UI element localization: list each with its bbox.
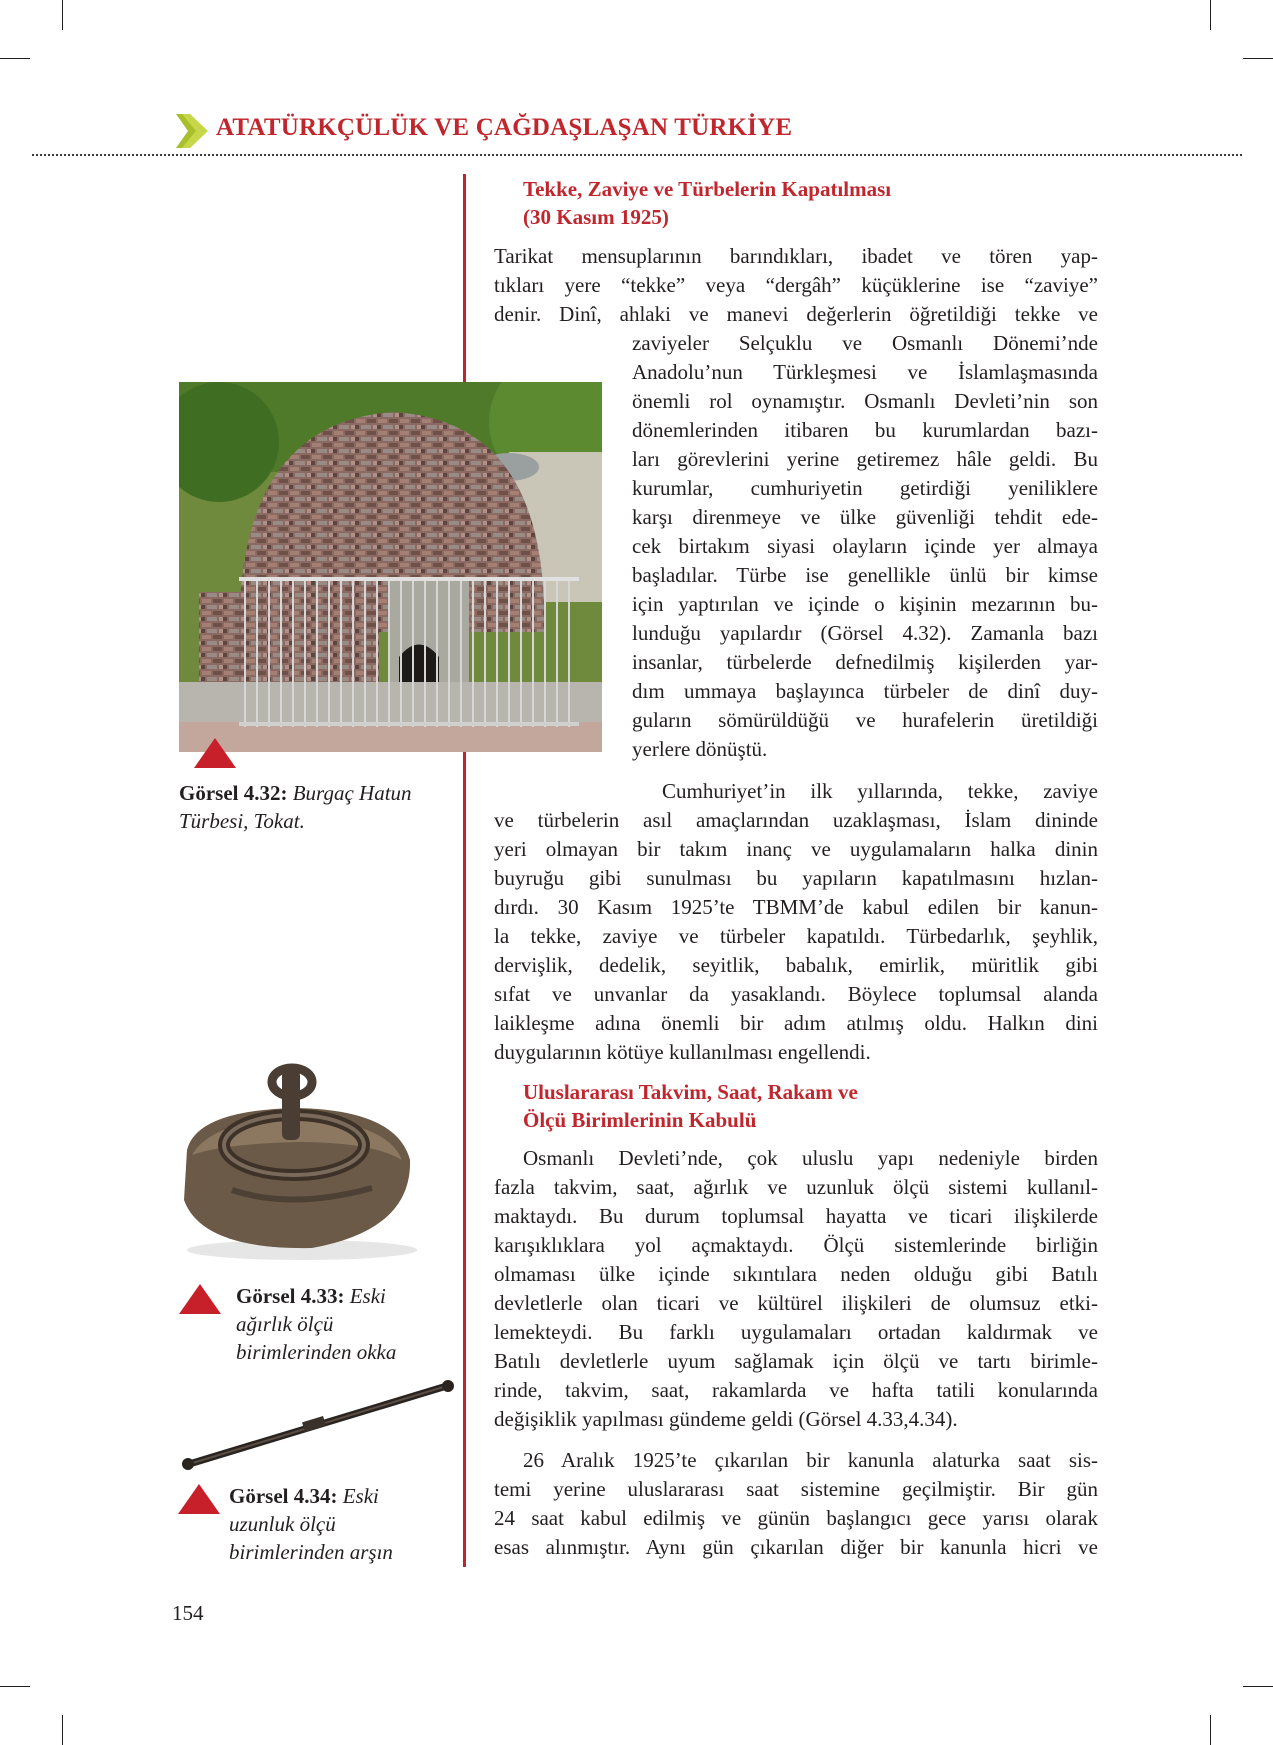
caption-text: ağırlık ölçü [236,1312,334,1336]
paragraph-line: için yaptırılan ve içinde o kişinin mezarının bu- [632,592,1098,616]
paragraph-line: lemekteydi. Bu farklı uygulamaları ortadan kaldırmak ve [494,1320,1098,1344]
header-divider [32,154,1242,156]
paragraph-line: 26 Aralık 1925’te çıkarılan bir kanunla alaturka saat sis- [523,1448,1098,1472]
paragraph-line: Osmanlı Devleti’nde, çok uluslu yapı nedeniyle birden [523,1146,1098,1170]
paragraph-line: denir. Dinî, ahlaki ve manevi değerlerin öğretildiği tekke ve [494,302,1098,326]
paragraph-line: başladılar. Türbe ise genellikle ünlü bir kimse [632,563,1098,587]
crop-mark [0,1686,30,1687]
arsin-rod-photo [178,1375,458,1475]
paragraph-line: temi yerine uluslararası saat sistemine geçilmiştir. Bir gün [494,1477,1098,1501]
section-heading-line: Ölçü Birimlerinin Kabulü [523,1108,757,1132]
caption-text: Eski [342,1484,379,1508]
crop-mark [1243,58,1273,59]
paragraph-line: olmaması ülke içinde sıkıntılara neden olduğu gibi Batılı [494,1262,1098,1286]
caption-label: Görsel 4.34: [229,1484,338,1508]
caption-gorsel-4-34 [229,1482,393,1566]
paragraph-line: cek birtakım siyasi olayların içinde yer almaya [632,534,1098,558]
caption-text: birimlerinden arşın [229,1540,393,1564]
caption-gorsel-4-32 [179,779,412,835]
paragraph-line: la tekke, zaviye ve türbeler kapatıldı. Türbedarlık, şeyhlik, [494,924,1098,948]
caption-label: Görsel 4.33: [236,1284,345,1308]
paragraph-line: yeri olmayan bir takım inanç ve uygulamaların halka dinin [494,837,1098,861]
paragraph-line: Anadolu’nun Türkleşmesi ve İslamlaşmasında [632,360,1098,384]
caption-text: Türbesi, Tokat. [179,809,305,833]
section-heading-line: Uluslararası Takvim, Saat, Rakam ve [523,1080,858,1104]
crop-mark [0,58,30,59]
paragraph-line: zaviyeler Selçuklu ve Osmanlı Dönemi’nde [632,331,1098,355]
crop-mark [62,0,63,30]
paragraph-line: karışıklıklara yol açmaktaydı. Ölçü sistemlerinde birliğin [494,1233,1098,1257]
paragraph-line: guların sömürüldüğü ve hurafelerin üretildiği [632,708,1098,732]
paragraph-line: ları görevlerini yerine getiremez hâle geldi. Bu [632,447,1098,471]
paragraph-line: karşı direnmeye ve ülke güvenliği tehdit ede- [632,505,1098,529]
paragraph-line: sıfat ve unvanlar da yasaklandı. Böylece toplumsal alanda [494,982,1098,1006]
paragraph-line: devletlerle olan ticari ve kültürel ilişkileri de olumsuz etki- [494,1291,1098,1315]
caption-text: birimlerinden okka [236,1340,397,1364]
crop-mark [1210,0,1211,30]
chevron-arrow-icon [176,114,208,148]
paragraph-line: önemli rol oynamıştır. Osmanlı Devleti’nin son [632,389,1098,413]
paragraph-line: duygularının kötüye kullanılması engellendi. [494,1040,871,1064]
triangle-marker-icon [194,738,236,768]
caption-gorsel-4-33 [236,1282,396,1366]
paragraph-line: esas alınmıştır. Aynı gün çıkarılan diğer bir kanunla hicri ve [494,1535,1098,1559]
paragraph-line: buyruğu gibi sunulması bu yapıların kapatılmasını hızlan- [494,866,1098,890]
okka-weight-photo [172,1060,422,1260]
paragraph-line: Batılı devletlerle uyum sağlamak için ölçü ve tartı birimle- [494,1349,1098,1373]
caption-text: Eski [349,1284,386,1308]
paragraph-line: Cumhuriyet’in ilk yıllarında, tekke, zaviye [662,779,1098,803]
paragraph-line: 24 saat kabul edilmiş ve günün başlangıcı gece yarısı olarak [494,1506,1098,1530]
paragraph-line: insanlar, türbelerde defnedilmiş kişilerden yar- [632,650,1098,674]
paragraph-line: maktaydı. Bu durum toplumsal hayatta ve ticari ilişkilerde [494,1204,1098,1228]
section-heading-tekke [523,175,891,231]
paragraph-line: ve türbelerin asıl amaçlarından uzaklaşması, İslam dininde [494,808,1098,832]
triangle-marker-icon [179,1284,221,1314]
paragraph-line: fazla takvim, saat, ağırlık ve uzunluk ölçü sistemi kullanıl- [494,1175,1098,1199]
paragraph-line: rinde, takvim, saat, rakamlarda ve hafta tatili konularında [494,1378,1098,1402]
page-number: 154 [172,1601,204,1625]
triangle-marker-icon [178,1484,220,1514]
caption-label: Görsel 4.32: [179,781,288,805]
paragraph-line: laikleşme adına önemli bir adım atılmış oldu. Halkın dini [494,1011,1098,1035]
paragraph-line: dırdı. 30 Kasım 1925’te TBMM’de kabul edilen bir kanun- [494,895,1098,919]
crop-mark [1210,1715,1211,1745]
crop-mark [1243,1686,1273,1687]
chapter-title: ATATÜRKÇÜLÜK VE ÇAĞDAŞLAŞAN TÜRKİYE [216,114,793,141]
section-heading-olcu [523,1078,858,1134]
paragraph-line: Tarikat mensuplarının barındıkları, ibadet ve tören yap- [494,244,1098,268]
paragraph-line: dım ummaya başlayınca türbeler de dinî duy- [632,679,1098,703]
caption-text: uzunluk ölçü [229,1512,336,1536]
burgac-hatun-tomb-photo [179,382,602,752]
paragraph-line: yerlere dönüştü. [632,737,768,761]
section-heading-line: Tekke, Zaviye ve Türbelerin Kapatılması [523,177,892,201]
caption-text: Burgaç Hatun [292,781,412,805]
paragraph-line: dönemlerinden itibaren bu kurumlardan bazı- [632,418,1098,442]
paragraph-line: kurumlar, cumhuriyetin getirdiği yeniliklere [632,476,1098,500]
paragraph-line: lunduğu yapılardır (Görsel 4.32). Zamanla bazı [632,621,1098,645]
paragraph-line: değişiklik yapılması gündeme geldi (Görsel 4.33,4.34). [494,1407,958,1431]
paragraph-line: dervişlik, dedelik, seyitlik, babalık, emirlik, müritlik gibi [494,953,1098,977]
crop-mark [62,1715,63,1745]
section-heading-line: (30 Kasım 1925) [523,205,669,229]
paragraph-line: tıkları yere “tekke” veya “dergâh” küçüklerine ise “zaviye” [494,273,1098,297]
